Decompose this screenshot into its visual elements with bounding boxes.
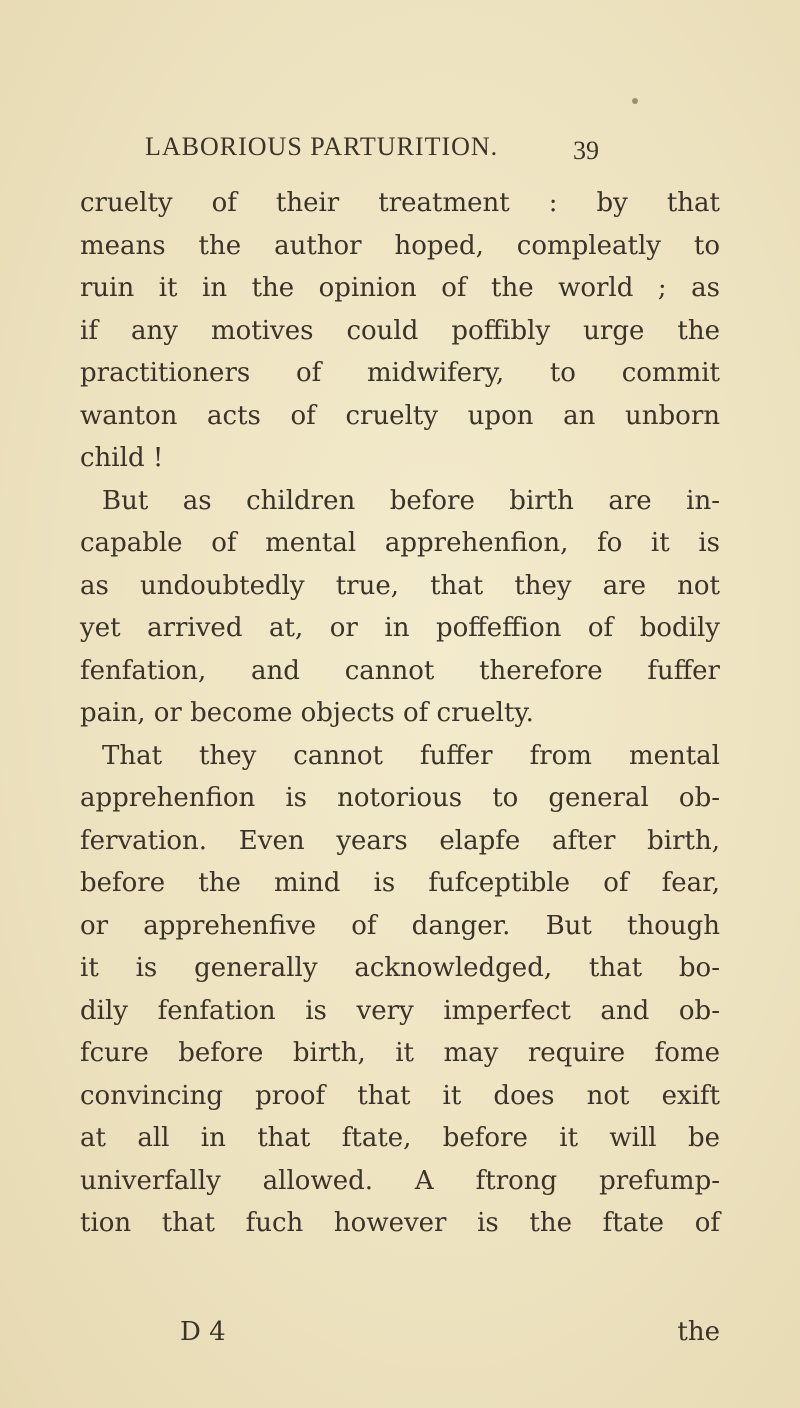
- text-line: practitioners of midwifery, to commit: [80, 358, 720, 388]
- page-footer: [180, 1310, 720, 1354]
- text-line: means the author hoped, compleatly to: [80, 230, 720, 261]
- text-line: fcure before birth, it may require fome: [80, 1038, 720, 1068]
- text-line: cruelty of their treatment : by that: [80, 188, 720, 218]
- page-number: 39: [573, 136, 599, 165]
- text-line: at all in that ftate, before it will be: [80, 1123, 720, 1153]
- text-line: apprehenfion is notorious to general ob-: [80, 783, 720, 813]
- ink-speck: [632, 98, 638, 104]
- signature-mark: D 4: [180, 1317, 226, 1347]
- text-line: tion that fuch however is the ftate of: [80, 1208, 720, 1238]
- text-line: capable of mental apprehenfion, fo it is: [80, 528, 720, 558]
- text-line: as undoubtedly true, that they are not: [80, 570, 720, 601]
- catchword: the: [677, 1317, 720, 1347]
- text-line: univerfally allowed. A ftrong prefump-: [80, 1165, 720, 1196]
- text-line: before the mind is fufceptible of fear,: [80, 868, 720, 898]
- running-head: LABORIOUS PARTURITION.: [145, 132, 499, 161]
- text-line: But as children before birth are in-: [102, 485, 720, 516]
- text-line: it is generally acknowledged, that bo-: [80, 953, 720, 983]
- page-header: [145, 132, 605, 172]
- body-text: [80, 182, 720, 1245]
- text-line: fervation. Even years elapfe after birth,: [80, 825, 720, 856]
- text-line: dily fenfation is very imperfect and ob-: [80, 995, 720, 1026]
- text-line: wanton acts of cruelty upon an unborn: [80, 400, 720, 431]
- text-line: or apprehenfive of danger. But though: [80, 910, 720, 941]
- text-line: convincing proof that it does not exift: [80, 1080, 720, 1111]
- text-line: ruin it in the opinion of the world ; as: [80, 273, 720, 303]
- text-line: pain, or become objects of cruelty.: [80, 698, 534, 728]
- text-line: if any motives could poffibly urge the: [80, 315, 720, 346]
- text-line: child !: [80, 443, 164, 473]
- text-line: That they cannot fuffer from mental: [102, 740, 720, 771]
- text-line: yet arrived at, or in poffeffion of bodily: [80, 613, 720, 643]
- text-line: fenfation, and cannot therefore fuffer: [80, 655, 720, 686]
